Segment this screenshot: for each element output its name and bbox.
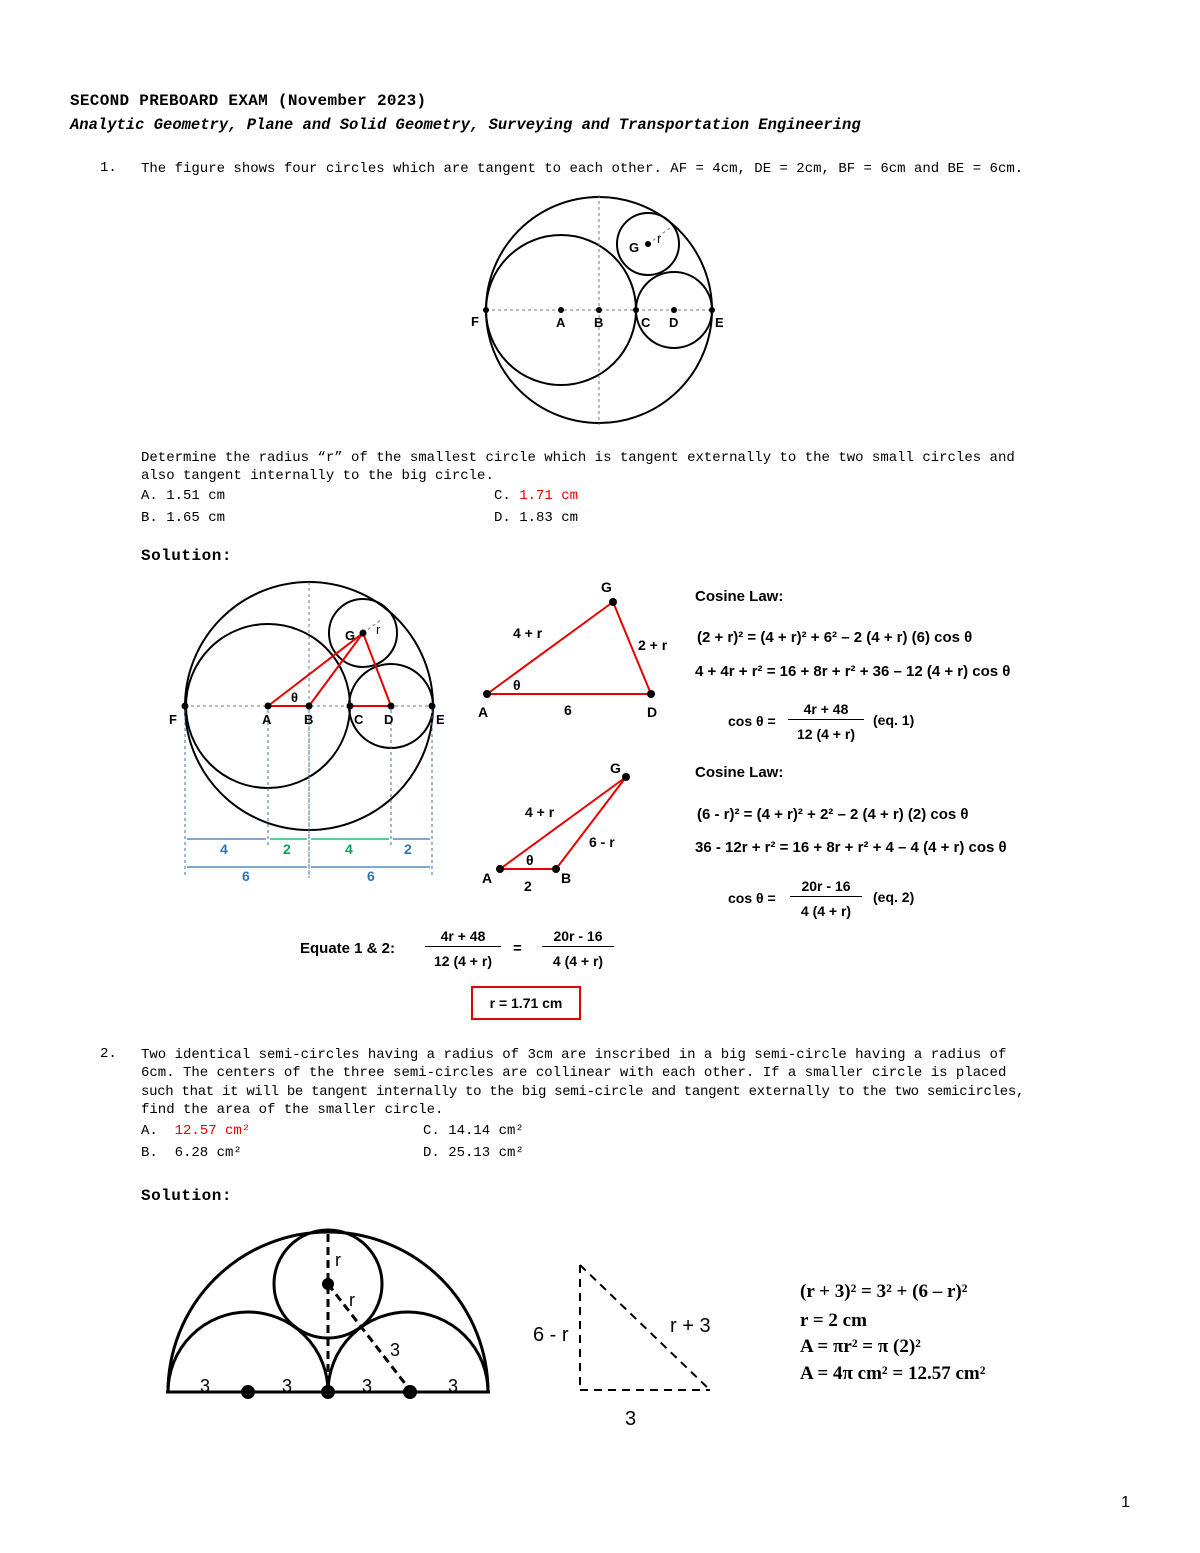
cos-law-2-den: 4 (4 + r) [800,903,852,919]
question-1-number: 1. [100,160,117,176]
q1-choice-a: A. 1.51 cm [141,488,226,504]
q1-choice-c-letter: C. [494,488,520,504]
page-number: 1 [1121,1494,1130,1511]
tri1-side-ad: 6 [564,702,572,718]
q1-answer-box: r = 1.71 cm [471,986,581,1020]
q2-choice-a [141,1123,250,1139]
q1-circles-figure [465,190,745,430]
q2-work-line1: (r + 3)² = 3² + (6 – r)² [800,1281,968,1302]
label-a: A [556,315,566,330]
tri2-label-a: A [482,870,493,886]
q2-label-r-diagonal: r [349,1290,355,1310]
question-2-number: 2. [100,1046,117,1062]
q2-label-3-diagonal: 3 [390,1340,401,1360]
dim-6-a: 6 [242,868,250,884]
question-1-statement: The figure shows four circles which are tangent to each other. AF = 4cm, DE = 2cm, BF = 6cm and BE = 6cm. [141,161,1024,177]
sol-label-r: r [376,622,381,637]
dim-4-a: 4 [220,841,228,857]
q2-choice-c: C. 14.14 cm² [423,1123,524,1139]
tri2-theta: θ [526,852,534,868]
question-2-line4: find the area of the smaller circle. [141,1102,444,1118]
q2-choice-a-value: 12.57 cm² [174,1123,251,1139]
q2-right-triangle [525,1255,735,1435]
dim-6-b: 6 [367,868,375,884]
cos-law-1-num: 4r + 48 [788,701,864,720]
cos-law-2-lhs: cos θ = [728,890,776,906]
cos-law-1-line2: 4 + 4r + r² = 16 + 8r + r² + 36 – 12 (4 + r) cos θ [695,663,1011,680]
tri1-side-gd: 2 + r [638,637,668,653]
label-f: F [471,314,479,329]
q2-choice-b: B. 6.28 cm² [141,1145,242,1161]
sol-label-g: G [345,628,356,643]
sol-label-d: D [384,712,394,727]
cos-law-1-den: 12 (4 + r) [797,726,855,742]
equate-den-2: 4 (4 + r) [552,953,604,969]
equate-num-1: 4r + 48 [425,928,501,947]
tri1-label-d: D [647,704,658,720]
q2-work-line4: A = 4π cm² = 12.57 cm² [800,1363,986,1384]
q2-label-3-b1: 3 [200,1376,211,1396]
cos-law-1-lhs: cos θ = [728,713,776,729]
label-d: D [669,315,679,330]
sol-label-e: E [436,712,445,727]
cos-law-2-heading: Cosine Law: [695,764,784,781]
question-2-line3: such that it will be tangent internally to the big semi-circle and tangent externally to the two semicircles, [141,1084,1025,1100]
q2-solution-label: Solution: [141,1187,232,1205]
sol-label-a: A [262,712,272,727]
cos-law-2-tag: (eq. 2) [873,889,915,905]
label-b: B [594,315,604,330]
q2-choice-a-letter: A. [141,1123,175,1139]
label-g: G [629,240,640,255]
label-e: E [715,315,724,330]
q2-tri-hyp: r + 3 [670,1315,711,1337]
sol-label-b: B [304,712,314,727]
q1-solution-figure [165,578,455,888]
question-1-line1: Determine the radius “r” of the smallest circle which is tangent externally to the two small circles and [141,450,1015,466]
tri2-label-b: B [561,870,572,886]
equate-num-2: 20r - 16 [542,928,614,947]
q2-work-line2: r = 2 cm [800,1310,867,1331]
q1-solution-label: Solution: [141,547,232,565]
tri1-label-a: A [478,704,489,720]
label-r: r [657,231,662,246]
q1-choice-d: D. 1.83 cm [494,510,579,526]
tri1-label-g: G [601,579,612,595]
cos-law-1-tag: (eq. 1) [873,712,915,728]
cos-law-2-line1: (6 - r)² = (4 + r)² + 2² – 2 (4 + r) (2) cos θ [697,806,969,823]
equate-sign: = [513,940,522,957]
question-2-line2: 6cm. The centers of the three semi-circles are collinear with each other. If a smaller circle is placed [141,1065,1007,1081]
q2-semicircle-figure [160,1222,500,1407]
q2-label-3-b2: 3 [282,1376,293,1396]
cos-law-2-num: 20r - 16 [790,878,862,897]
q2-work-line3: A = πr² = π (2)² [800,1336,921,1357]
q1-choice-b: B. 1.65 cm [141,510,226,526]
equate-den-1: 12 (4 + r) [434,953,492,969]
q2-label-3-b4: 3 [448,1376,459,1396]
cos-law-1-heading: Cosine Law: [695,588,784,605]
q2-choice-d: D. 25.13 cm² [423,1145,524,1161]
sol-label-theta: θ [291,690,299,705]
triangle-agb [475,755,645,900]
tri2-label-g: G [610,760,621,776]
tri2-side-ab: 2 [524,878,532,894]
tri2-side-ag: 4 + r [525,804,555,820]
q2-label-3-b3: 3 [362,1376,373,1396]
label-c: C [641,315,651,330]
q2-tri-base: 3 [625,1408,637,1430]
q2-label-r-vertical: r [335,1250,341,1270]
tri1-side-ag: 4 + r [513,625,543,641]
exam-subtitle: Analytic Geometry, Plane and Solid Geometry, Surveying and Transportation Engineering [70,116,861,134]
q1-choice-c-value: 1.71 cm [519,488,579,504]
exam-title: SECOND PREBOARD EXAM (November 2023) [70,92,427,110]
triangle-agd [470,575,685,725]
question-1-line2: also tangent internally to the big circle. [141,468,494,484]
q2-tri-vertical: 6 - r [533,1324,569,1346]
cos-law-1-line1: (2 + r)² = (4 + r)² + 6² – 2 (4 + r) (6) cos θ [697,629,973,646]
tri2-side-gb: 6 - r [589,834,615,850]
dim-4-b: 4 [345,841,353,857]
cos-law-2-line2: 36 - 12r + r² = 16 + 8r + r² + 4 – 4 (4 + r) cos θ [695,839,1007,856]
question-2-line1: Two identical semi-circles having a radius of 3cm are inscribed in a big semi-circle having a radius of [141,1047,1007,1063]
q1-choice-c [494,488,578,504]
sol-label-f: F [169,712,177,727]
dim-2-a: 2 [283,841,291,857]
tri1-theta: θ [513,677,521,693]
dim-2-b: 2 [404,841,412,857]
sol-label-c: C [354,712,364,727]
equate-label: Equate 1 & 2: [300,940,396,957]
